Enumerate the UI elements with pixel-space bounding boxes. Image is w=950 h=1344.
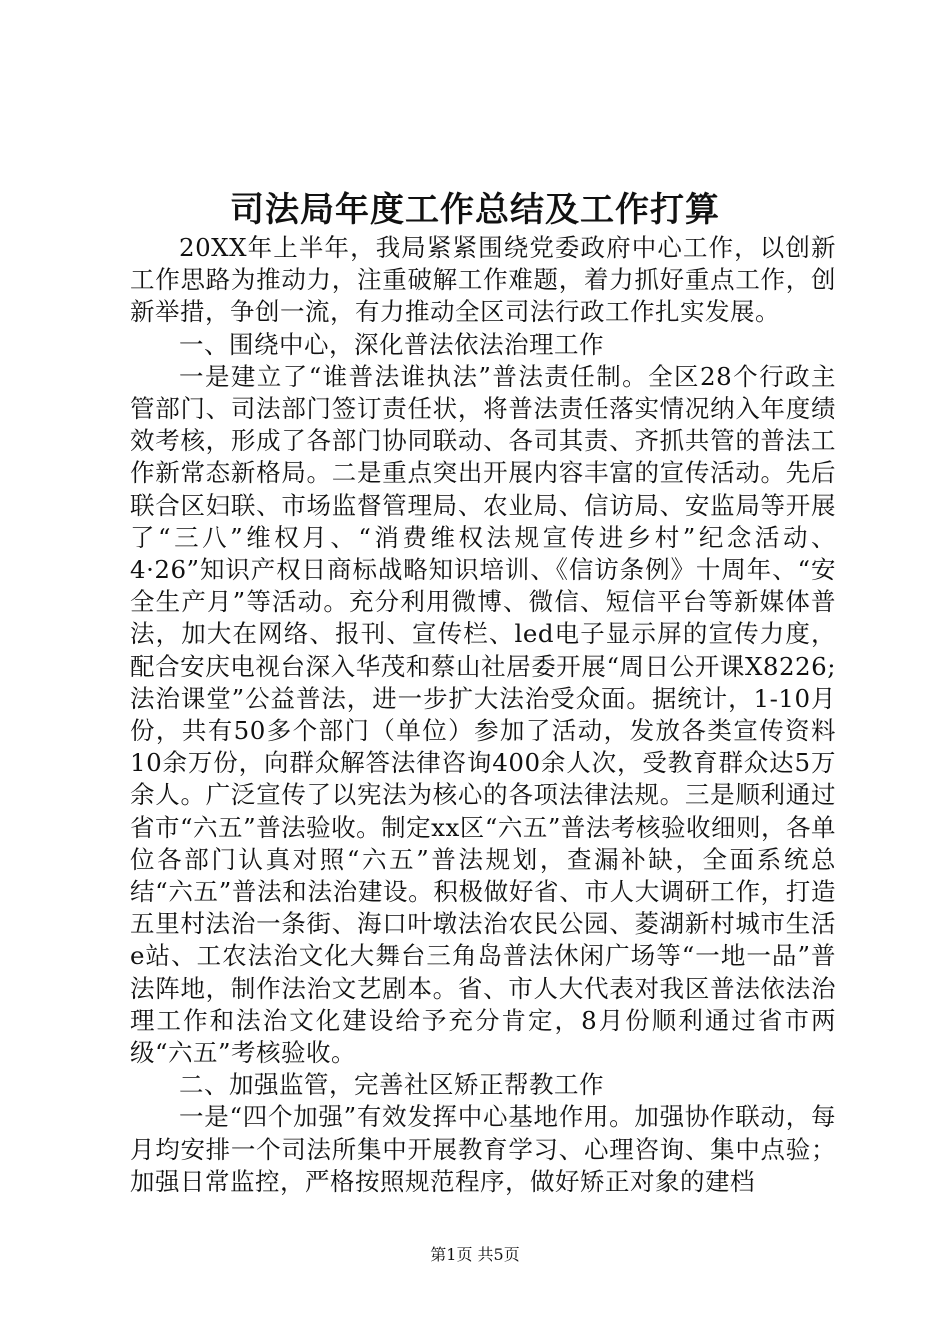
section-heading-2: 二、加强监管，完善社区矫正帮教工作 [179,1070,604,1100]
section-2-paragraph: 一是“四个加强”有效发挥中心基地作用。加强协作联动，每月均安排一个司法所集中开展教育学习、心理咨询、集中点验；加强日常监控，严格按照规范程序，做好矫正对象的建档 [130,1102,836,1196]
document-body [130,232,836,1198]
intro-paragraph: 20XX年上半年，我局紧紧围绕党委政府中心工作，以创新工作思路为推动力，注重破解工作难题，着力抓好重点工作，创新举措，争创一流，有力推动全区司法行政工作扎实发展。 [130,233,836,327]
section-heading-1: 一、围绕中心，深化普法依法治理工作 [179,329,604,359]
document-title: 司法局年度工作总结及工作打算 [230,190,720,230]
page-footer: 第1页 共5页 [430,1245,520,1264]
section-1-paragraph: 一是建立了“谁普法谁执法”普法责任制。全区28个行政主管部门、司法部门签订责任状，将普法责任落实情况纳入年度绩效考核，形成了各部门协同联动、各司其责、齐抓共管的普法工作新常态新格局。二是重点突出开展内容丰富的宣传活动。先后联合区妇联、市场监督管理局、农业局、信访局、安监局等开展了“三八”维权月、“消费维权法规宣传进乡村”纪念活动、4·26”知识产权日商标战略知识培训、《信访条例》十周年、“安全生产月”等活动。充分利用微博、微信、短信平台等新媒体普法，加大在网络、报刊、宣传栏、led电子显示屏的宣传力度，配合安庆电视台深入华茂和蔡山社居委开展“周日公开课X8226;法治课堂”公益普法，进一步扩大法治受众面。据统计，1-10月份，共有50多个部门（单位）参加了活动，发放各类宣传资料10余万份，向群众解答法律咨询400余人次，受教育群众达5万余人。广泛宣传了以宪法为核心的各项法律法规。三是顺利通过省市“六五”普法验收。制定xx区“六五”普法考核验收细则，各单位各部门认真对照“六五”普法规划，查漏补缺，全面系统总结“六五”普法和法治建设。积极做好省、市人大调研工作，打造五里村法治一条街、海口叶墩法治农民公园、菱湖新村城市生活e站、工农法治文化大舞台三角岛普法休闲广场等“一地一品”普法阵地，制作法治文艺剧本。省、市人大代表对我区普法依法治理工作和法治文化建设给予充分肯定，8月份顺利通过省市两级“六五”考核验收。 [130,361,836,1068]
